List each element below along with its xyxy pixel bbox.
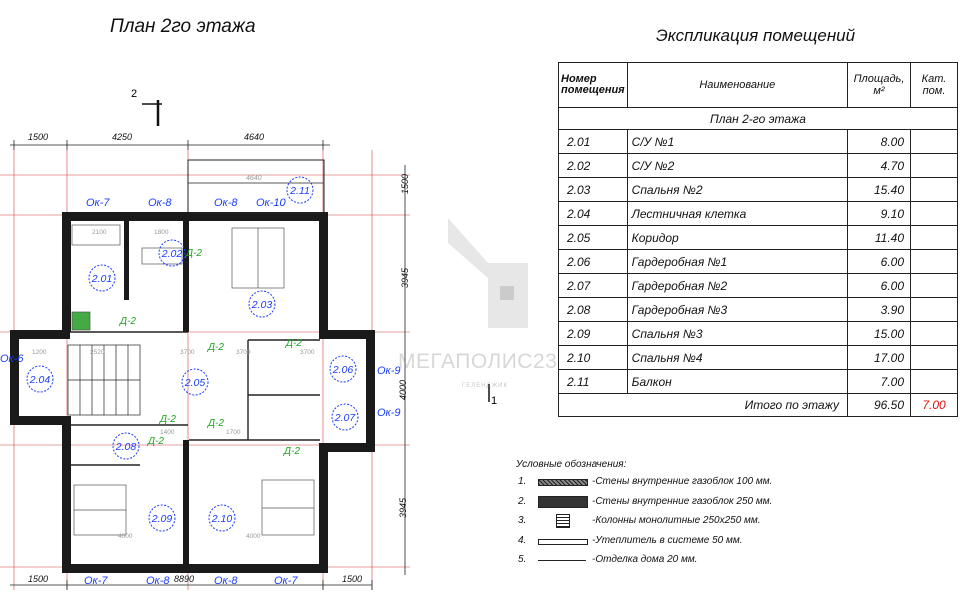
- room-number: 2.10: [559, 346, 628, 370]
- room-tag: 2.11: [290, 185, 310, 197]
- header-area: Площадь, м²: [848, 63, 911, 108]
- window-label: Ок-9: [377, 365, 401, 377]
- floor-row: [559, 108, 958, 130]
- finish-symbol: [538, 560, 586, 561]
- dim-bottom-3: 1500: [342, 574, 363, 584]
- room-area: 6.00: [848, 274, 911, 298]
- room-tag: 2.03: [251, 299, 273, 311]
- small-dim: 3700: [180, 349, 195, 356]
- window-label: Ок-8: [146, 575, 170, 587]
- table-row: [559, 274, 958, 298]
- section-mark-label: 2: [131, 88, 138, 100]
- door-label: Д-2: [148, 436, 164, 447]
- table-row: [559, 370, 958, 394]
- watermark-logo: [448, 208, 528, 328]
- room-name: Спальня №4: [627, 346, 847, 370]
- legend-num: 4.: [518, 534, 527, 546]
- window-label: Ок-7: [84, 575, 108, 587]
- door-label: Д-2: [186, 248, 202, 259]
- dim-right-1: 1500: [400, 173, 410, 194]
- legend-item: [516, 515, 761, 535]
- room-tag: 2.09: [151, 513, 173, 525]
- plan-title: План 2го этажа: [110, 16, 256, 37]
- room-category: [911, 202, 958, 226]
- legend-text: -Колонны монолитные 250х250 мм.: [592, 515, 761, 526]
- room-number: 2.03: [559, 178, 628, 202]
- room-name: Спальня №3: [627, 322, 847, 346]
- dim-top-3: 4640: [244, 132, 265, 142]
- table-row: [559, 298, 958, 322]
- room-category: [911, 298, 958, 322]
- room-name: С/У №2: [627, 154, 847, 178]
- room-name: Балкон: [627, 370, 847, 394]
- room-area: 6.00: [848, 250, 911, 274]
- window-label: Ок-7: [274, 575, 298, 587]
- total-row: [559, 394, 958, 417]
- dim-top-2: 4250: [112, 132, 133, 142]
- legend-num: 5.: [518, 554, 527, 565]
- door-label: Д-2: [286, 338, 302, 349]
- column-symbol: [556, 514, 570, 528]
- room-tag: 2.06: [332, 364, 354, 376]
- window-label: Ок-8: [148, 197, 172, 209]
- wall-250-symbol: [538, 496, 588, 508]
- small-dim: 1200: [32, 349, 47, 356]
- table-row: [559, 226, 958, 250]
- room-category: [911, 154, 958, 178]
- room-number: 2.06: [559, 250, 628, 274]
- table-row: [559, 202, 958, 226]
- door-label: Д-2: [284, 446, 300, 457]
- dim-right-3: 4000: [398, 379, 408, 400]
- room-category: [911, 130, 958, 154]
- window-label: Ок-7: [86, 197, 110, 209]
- floor-label: План 2-го этажа: [559, 108, 958, 130]
- room-tag: 2.01: [91, 273, 113, 285]
- legend-text: -Утеплитель в системе 50 мм.: [592, 534, 743, 546]
- walls: [10, 212, 375, 573]
- legend-item: [516, 476, 773, 496]
- explication-table: [558, 62, 958, 417]
- table-row: [559, 178, 958, 202]
- room-category: [911, 250, 958, 274]
- header-num: Номер помещения: [559, 63, 628, 108]
- room-number: 2.07: [559, 274, 628, 298]
- room-name: Гардеробная №1: [627, 250, 847, 274]
- legend-item: [516, 554, 698, 574]
- dim-bottom-2: 8890: [174, 574, 195, 584]
- room-area: 15.00: [848, 322, 911, 346]
- legend-text: -Стены внутренние газоблок 250 мм.: [592, 495, 773, 507]
- wall-100-symbol: [538, 479, 588, 486]
- dim-top-1: 1500: [28, 132, 49, 142]
- dim-bottom-1: 1500: [28, 574, 49, 584]
- door-label: Д-2: [208, 418, 224, 429]
- room-area: 9.10: [848, 202, 911, 226]
- small-dim: 2520: [90, 349, 105, 356]
- room-number: 2.01: [559, 130, 628, 154]
- room-area: 11.40: [848, 226, 911, 250]
- table-row: [559, 346, 958, 370]
- room-number: 2.08: [559, 298, 628, 322]
- legend: [516, 459, 773, 574]
- room-tag: 2.04: [29, 374, 51, 386]
- room-area: 4.70: [848, 154, 911, 178]
- door-label: Д-2: [208, 342, 224, 353]
- legend-num: 3.: [518, 515, 527, 526]
- watermark-text: МЕГАПОЛИС23: [398, 350, 558, 373]
- window-label: Ок-10: [256, 197, 286, 209]
- table-row: [559, 154, 958, 178]
- room-number: 2.04: [559, 202, 628, 226]
- insulation-symbol: [538, 539, 588, 545]
- room-name: С/У №1: [627, 130, 847, 154]
- room-name: Лестничная клетка: [627, 202, 847, 226]
- table-header-row: [559, 63, 958, 108]
- table-row: [559, 322, 958, 346]
- room-number: 2.02: [559, 154, 628, 178]
- small-dim: 3700: [236, 349, 251, 356]
- total-label: Итого по этажу: [559, 394, 848, 417]
- room-tag: 2.07: [334, 412, 356, 424]
- small-dim: 1400: [160, 429, 175, 436]
- section-mark-bottom-label: 1: [491, 395, 498, 407]
- legend-title: Условные обозначения:: [516, 459, 627, 470]
- small-dim: 1800: [154, 229, 169, 236]
- room-name: Гардеробная №2: [627, 274, 847, 298]
- table-row: [559, 250, 958, 274]
- room-tag: 2.02: [161, 248, 183, 260]
- room-number: 2.05: [559, 226, 628, 250]
- room-name: Коридор: [627, 226, 847, 250]
- door-label: Д-2: [160, 414, 176, 425]
- window-label: Ок-9: [377, 407, 401, 419]
- room-name: Спальня №2: [627, 178, 847, 202]
- small-dim: 4000: [118, 533, 133, 540]
- dim-right-4: 3945: [398, 497, 408, 518]
- total-area: 96.50: [848, 394, 911, 417]
- window-label: Ок-6: [0, 353, 24, 365]
- room-category: [911, 226, 958, 250]
- header-name: Наименование: [627, 63, 847, 108]
- legend-text: -Стены внутренние газоблок 100 мм.: [592, 476, 773, 487]
- room-area: 8.00: [848, 130, 911, 154]
- room-category: [911, 274, 958, 298]
- explication-title: Экспликация помещений: [656, 26, 856, 45]
- room-name: Гардеробная №3: [627, 298, 847, 322]
- window-label: Ок-8: [214, 197, 238, 209]
- small-dim: 4000: [246, 533, 261, 540]
- header-cat: Кат. пом.: [911, 63, 958, 108]
- room-area: 17.00: [848, 346, 911, 370]
- room-area: 15.40: [848, 178, 911, 202]
- dim-right-2: 3945: [400, 267, 410, 288]
- watermark-subtext: ГЕЛЕНДЖИК: [462, 383, 508, 389]
- room-tag: 2.10: [211, 513, 233, 525]
- section-mark: [142, 100, 162, 126]
- total-category: 7.00: [911, 394, 958, 417]
- legend-text: -Отделка дома 20 мм.: [592, 554, 698, 565]
- door-label: Д-2: [120, 316, 136, 327]
- room-category: [911, 346, 958, 370]
- legend-num: 1.: [518, 476, 527, 487]
- room-number: 2.09: [559, 322, 628, 346]
- window-label: Ок-8: [214, 575, 238, 587]
- small-dim: 1700: [226, 429, 241, 436]
- room-number: 2.11: [559, 370, 628, 394]
- table-row: [559, 130, 958, 154]
- room-tag: 2.08: [115, 441, 137, 453]
- legend-num: 2.: [518, 495, 527, 507]
- room-area: 7.00: [848, 370, 911, 394]
- room-category: [911, 178, 958, 202]
- legend-item: [516, 534, 743, 555]
- small-dim: 2100: [92, 229, 107, 236]
- dim-balcony: 4640: [246, 175, 262, 182]
- room-category: [911, 370, 958, 394]
- room-category: [911, 322, 958, 346]
- legend-item: [516, 495, 773, 516]
- room-area: 3.90: [848, 298, 911, 322]
- room-tag: 2.05: [184, 377, 206, 389]
- small-dim: 3700: [300, 349, 315, 356]
